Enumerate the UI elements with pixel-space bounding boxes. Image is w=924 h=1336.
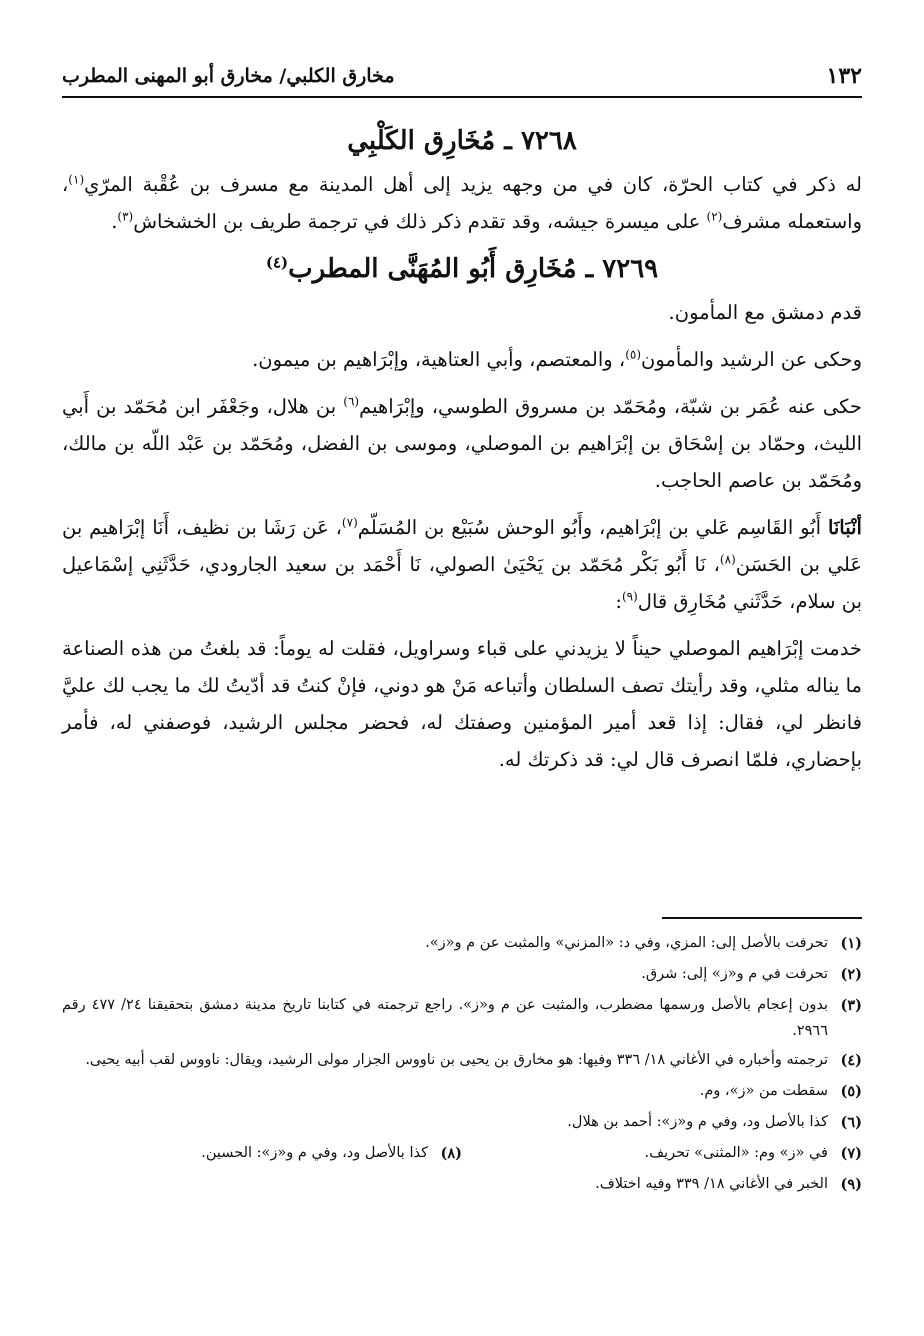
paragraph-text: له ذكر في كتاب الحرّة، كان في من وجهه يزيد إلى أهل المدينة مع مسرف بن عُقْبة المرّي <box>84 173 862 196</box>
footnote-ref[interactable]: (٨) <box>719 552 736 567</box>
footnote-number: (٩) <box>840 1176 862 1193</box>
paragraph-text: حكى عنه عُمَر بن شبّة، ومُحَمّد بن مسروق الطوسي، وإبْرَاهيم <box>359 395 862 418</box>
paragraph-text: ، نَا أَبُو بَكْر مُحَمّد بن يَحْيَىٰ الصولي، نَا أَحْمَد بن سعيد الجارودي، حَدَّثَنِي إسْمَاعيل بن سلام، حَدَّثَني مُخَارِق قال <box>62 553 862 613</box>
footnote-ref[interactable]: (٥) <box>625 347 642 362</box>
footnote-ref[interactable]: (٩) <box>621 589 638 604</box>
footnote-ref[interactable]: (٣) <box>117 209 134 224</box>
entry-paragraph: خدمت إبْرَاهيم الموصلي حيناً لا يزيدني على قباء وسراويل، فقلت له يوماً: قد بلغتُ من هذه الصناعة ما يناله مثلي، وقد رأيتك تصف السلطان وأتباعه مَنْ هو دوني، فإنْ كنتُ قد أدّيتُ لك ما يجب لك عليَّ فانظر لي، فقال: إذا قعد أمير المؤمنين وصفتك له، فحضر مجلس الرشيد، فوصفني له، فأمر بإحضاري، فلمّا انصرف قال لي: قد ذكرتك له. <box>62 637 862 771</box>
footnote-number: (٧) <box>840 1145 862 1162</box>
paragraph-text: : <box>615 590 622 613</box>
paragraph-text: على ميسرة جيشه، وقد تقدم ذكر ذلك في ترجمة طريف بن الخشخاش <box>133 210 707 233</box>
footnote-text: الخبر في الأغاني ١٨/ ٣٣٩ وفيه اختلاف. <box>595 1176 828 1192</box>
footnote-text: بدون إعجام بالأصل ورسمها مضطرب، والمثبت عن م و«ز». راجع ترجمته في كتابنا تاريخ مدينة دمشق بتحقيقنا ٢٤/ ٤٧٧ رقم ٢٩٦٦. <box>62 997 829 1039</box>
footnote-row <box>62 1140 862 1168</box>
footnote <box>62 1140 462 1168</box>
footnote <box>462 1140 862 1168</box>
entry-paragraph: قدم دمشق مع المأمون. <box>668 301 862 324</box>
paragraph-text: ، والمعتصم، وأبي العتاهية، وإبْرَاهيم بن ميمون. <box>252 348 626 371</box>
footnote-text: في «ز» وم: «المثنى» تحريف. <box>644 1145 828 1161</box>
footnotes <box>62 930 862 1202</box>
footnote-number: (٨) <box>440 1145 462 1162</box>
paragraph-text: ، عَن رَشَا بن نظيف، أَنَا إبْرَاهيم بن عَلي بن الحَسَن <box>62 516 862 576</box>
main-text <box>62 126 862 778</box>
footnote-text: كذا بالأصل ود، وفي م و«ز»: الحسين. <box>201 1145 428 1161</box>
footnote-number: (٣) <box>840 997 862 1014</box>
footnote-ref[interactable]: (٢) <box>706 209 723 224</box>
entry-heading <box>62 254 862 284</box>
isnad-lead-word: أنْبَانَا <box>827 516 862 539</box>
entry-paragraph <box>62 341 862 378</box>
footnote-ref[interactable]: (١) <box>68 172 85 187</box>
paragraph-text: ، واستعمله مشرف <box>62 173 862 233</box>
entry-heading: ٧٢٦٨ ـ مُخَارِق الكَلْبِي <box>347 126 577 156</box>
footnote-number: (٥) <box>840 1083 862 1100</box>
entry-paragraph <box>62 509 862 620</box>
footnote-number: (١) <box>840 935 862 952</box>
footnote-text: كذا بالأصل ود، وفي م و«ز»: أحمد بن هلال. <box>567 1114 828 1130</box>
running-header <box>62 56 862 98</box>
footnote <box>62 992 862 1044</box>
footnote-number: (٢) <box>840 966 862 983</box>
entry-paragraph <box>62 166 862 240</box>
paragraph-text: بن هلال، وجَعْفَر ابن مُحَمّد بن أَبي الليث، وحمّاد بن إسْحَاق بن إبْرَاهيم بن الموصلي، وموسى بن الفضل، ومُحَمّد بن عَبْد اللّه بن مالك، ومُحَمّد بن عاصم الحاجب. <box>62 395 862 492</box>
footnote-divider <box>662 917 862 919</box>
footnote-text: سقطت من «ز»، وم. <box>699 1083 828 1099</box>
entry-paragraph <box>62 388 862 499</box>
footnote <box>62 961 862 989</box>
running-title: مخارق الكلبي/ مخارق أبو المهنى المطرب <box>62 65 395 87</box>
footnote-number: (٤) <box>840 1052 862 1069</box>
footnote <box>62 1171 862 1199</box>
footnote-text: تحرفت بالأصل إلى: المزي، وفي د: «المزني» والمثبت عن م و«ز». <box>425 935 828 951</box>
footnote <box>62 1109 862 1137</box>
footnote-number: (٦) <box>840 1114 862 1131</box>
paragraph-text: . <box>111 210 118 233</box>
paragraph-text: أَبُو القَاسِم عَلي بن إبْرَاهيم، وأَبُو الوحش سُبَيْع بن المُسَلّم <box>357 516 828 539</box>
footnote <box>62 930 862 958</box>
heading-text: ٧٢٦٩ ـ مُخَارِق أَبُو المُهَنَّى المطرب <box>288 254 659 284</box>
footnote <box>62 1047 862 1075</box>
footnote-ref[interactable]: (٦) <box>343 394 360 409</box>
footnote-ref[interactable]: (٤) <box>265 253 289 272</box>
footnote <box>62 1078 862 1106</box>
page-number: ١٣٢ <box>826 63 862 89</box>
footnote-text: ترجمته وأخباره في الأغاني ١٨/ ٣٣٦ وفيها: هو مخارق بن يحيى بن ناووس الجزار مولى الرشيد، ويقال: ناووس لقب أبيه يحيى. <box>85 1052 828 1068</box>
footnote-ref[interactable]: (٧) <box>341 515 358 530</box>
paragraph-text: وحكى عن الرشيد والمأمون <box>641 348 862 371</box>
footnote-text: تحرفت في م و«ز» إلى: شرق. <box>641 966 828 982</box>
